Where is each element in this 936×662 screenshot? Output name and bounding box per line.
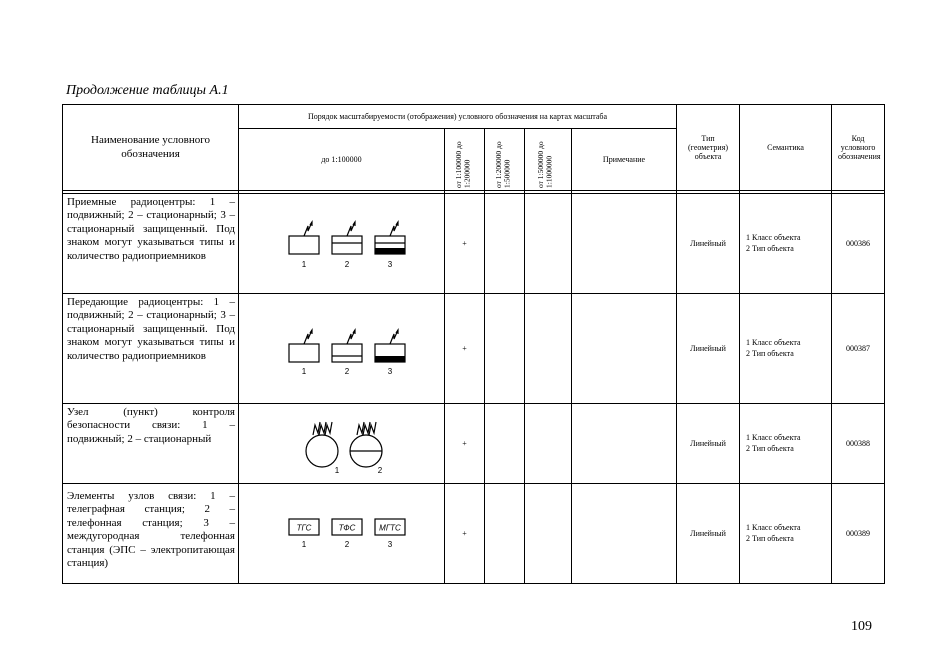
object-type: Линейный [677, 404, 740, 484]
symbols-table [62, 104, 885, 584]
table-row [63, 404, 885, 484]
symbol-transmitting-radio-centers [239, 294, 445, 404]
symbol-label: 1 [301, 539, 306, 549]
symbol-code: 000388 [832, 404, 885, 484]
semantics: 1 Класс объекта 2 Тип объекта [740, 194, 832, 294]
symbol-label: 2 [377, 465, 382, 475]
box-label: МГТС [378, 523, 401, 532]
header-scale-3: от 1:200000 до 1:500000 [493, 140, 511, 188]
symbol-security-control-node [239, 404, 445, 484]
scale-mark: + [445, 484, 485, 584]
scale-mark: + [445, 404, 485, 484]
symbol-label: 2 [344, 366, 349, 376]
header-code: Код условного обозначения [832, 105, 885, 191]
symbol-label: 3 [387, 366, 392, 376]
box-label: ТГС [296, 523, 311, 532]
object-type: Линейный [677, 484, 740, 584]
symbol-label: 2 [344, 259, 349, 269]
symbol-receiving-radio-centers [239, 194, 445, 294]
header-type: Тип (геометрия) объекта [677, 105, 740, 191]
table-row [63, 194, 885, 294]
row-name: Приемные радиоцентры: 1 – подвижный; 2 – стационарный; 3 – стационарный защищенный. Под знаком могут указываться типы и количество радиоприемников [63, 194, 239, 294]
semantics: 1 Класс объекта 2 Тип объекта [740, 404, 832, 484]
symbol-code: 000387 [832, 294, 885, 404]
row-name: Узел (пункт) контроля безопасности связи: 1 – подвижный; 2 – стационарный [63, 404, 239, 484]
symbol-code: 000389 [832, 484, 885, 584]
symbol-communication-node-elements [239, 484, 445, 584]
page-number: 109 [851, 619, 872, 634]
header-name: Наименование условного обозначения [63, 105, 239, 191]
table-row [63, 294, 885, 404]
header-scale-1: до 1:100000 [239, 129, 445, 191]
table-row [63, 484, 885, 584]
header-semantics: Семантика [740, 105, 832, 191]
symbol-label: 3 [387, 259, 392, 269]
box-label: ТФС [338, 523, 355, 532]
header-note: Примечание [572, 129, 677, 191]
table-caption: Продолжение таблицы А.1 [66, 83, 229, 98]
scale-mark: + [445, 294, 485, 404]
header-scale-2: от 1:100000 до 1:200000 [453, 140, 471, 188]
semantics: 1 Класс объекта 2 Тип объекта [740, 484, 832, 584]
symbol-label: 3 [387, 539, 392, 549]
header-scale-4: от 1:500000 до 1:1000000 [536, 140, 554, 188]
object-type: Линейный [677, 194, 740, 294]
symbol-label: 1 [301, 366, 306, 376]
scale-mark: + [445, 194, 485, 294]
row-name: Элементы узлов связи: 1 – телеграфная станция; 2 – телефонная станция; 3 – междугородная телефонная станция (ЭПС – электропитающая станция) [63, 484, 239, 584]
symbol-label: 1 [334, 465, 339, 475]
symbol-label: 1 [301, 259, 306, 269]
symbol-label: 2 [344, 539, 349, 549]
semantics: 1 Класс объекта 2 Тип объекта [740, 294, 832, 404]
header-order-group: Порядок масштабируемости (отображения) условного обозначения на картах масштаба [239, 105, 677, 129]
row-name: Передающие радиоцентры: 1 – подвижный; 2 – стационарный; 3 – стационарный защищенный. Под знаком могут указываться типы и количество радиоприемников [63, 294, 239, 404]
symbol-code: 000386 [832, 194, 885, 294]
object-type: Линейный [677, 294, 740, 404]
